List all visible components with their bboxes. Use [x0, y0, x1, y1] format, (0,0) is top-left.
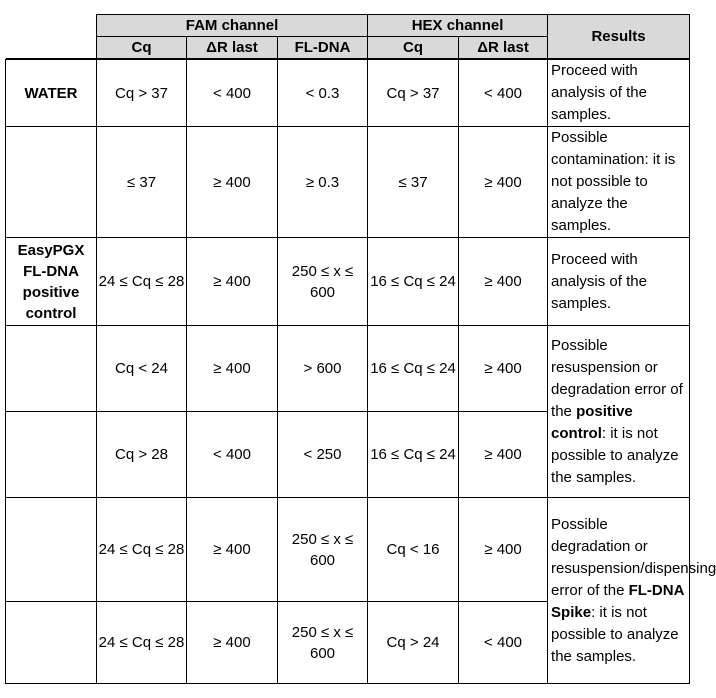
fam-cq-cell: Cq > 28: [97, 412, 187, 498]
hex-delta-r-cell: ≥ 400: [459, 127, 548, 238]
fam-cq-cell: Cq < 24: [97, 326, 187, 412]
hex-cq-cell: Cq > 37: [368, 60, 459, 127]
fam-cq-cell: 24 ≤ Cq ≤ 28: [97, 602, 187, 684]
fam-delta-r-cell: ≥ 400: [187, 326, 278, 412]
fam-delta-r-cell: ≥ 400: [187, 238, 278, 326]
result-text: Possible degradation or resuspension/dispensing error of the: [551, 515, 716, 599]
result-cell: [548, 326, 690, 498]
fam-cq-cell: 24 ≤ Cq ≤ 28: [97, 498, 187, 602]
hex-cq-header: Cq: [368, 37, 459, 59]
table-row: [6, 127, 690, 238]
fam-delta-r-cell: < 400: [187, 412, 278, 498]
row-label-empty: [6, 498, 97, 602]
hex-cq-cell: Cq > 24: [368, 602, 459, 684]
hex-delta-r-cell: < 400: [459, 60, 548, 127]
hex-delta-r-cell: ≥ 400: [459, 326, 548, 412]
hex-cq-cell: 16 ≤ Cq ≤ 24: [368, 326, 459, 412]
row-label-empty: [6, 602, 97, 684]
result-emphasis: positive control: [551, 402, 633, 442]
result-emphasis: FL-DNA Spike: [551, 581, 684, 621]
results-header: Results: [548, 15, 690, 59]
result-cell: Proceed with analysis of the samples.: [548, 60, 690, 127]
fam-fldna-cell: > 600: [278, 326, 368, 412]
fam-fldna-header: FL-DNA: [278, 37, 368, 59]
fam-fldna-cell: < 250: [278, 412, 368, 498]
hex-cq-cell: Cq < 16: [368, 498, 459, 602]
hex-delta-r-cell: ≥ 400: [459, 238, 548, 326]
fam-fldna-cell: ≥ 0.3: [278, 127, 368, 238]
fam-delta-r-cell: ≥ 400: [187, 127, 278, 238]
hex-delta-r-cell: < 400: [459, 602, 548, 684]
table-row: [6, 60, 690, 127]
fam-delta-r-header: ΔR last: [187, 37, 278, 59]
fam-delta-r-cell: < 400: [187, 60, 278, 127]
fam-cq-header: Cq: [97, 37, 187, 59]
fam-delta-r-cell: ≥ 400: [187, 498, 278, 602]
hex-delta-r-cell: ≥ 400: [459, 498, 548, 602]
fam-channel-header: FAM channel: [97, 15, 368, 37]
result-text: : it is not possible to analyze the samples.: [551, 424, 679, 486]
table-row: [6, 238, 690, 326]
hex-cq-cell: 16 ≤ Cq ≤ 24: [368, 412, 459, 498]
hex-cq-cell: ≤ 37: [368, 127, 459, 238]
blank-corner-cell: [6, 15, 97, 59]
fam-fldna-cell: 250 ≤ x ≤ 600: [278, 238, 368, 326]
result-text: Possible resuspension or degradation error of the: [551, 336, 683, 420]
fam-fldna-cell: 250 ≤ x ≤ 600: [278, 498, 368, 602]
fam-cq-cell: ≤ 37: [97, 127, 187, 238]
fam-delta-r-cell: ≥ 400: [187, 602, 278, 684]
hex-channel-header: HEX channel: [368, 15, 548, 37]
table-row: [6, 326, 690, 412]
row-label-empty: [6, 127, 97, 238]
result-cell: Proceed with analysis of the samples.: [548, 238, 690, 326]
fam-fldna-cell: < 0.3: [278, 60, 368, 127]
result-text: : it is not possible to analyze the samples.: [551, 603, 679, 665]
hex-delta-r-header: ΔR last: [459, 37, 548, 59]
hex-delta-r-cell: ≥ 400: [459, 412, 548, 498]
row-label-empty: [6, 326, 97, 412]
row-label-positive-control: EasyPGX FL-DNA positive control: [6, 238, 97, 326]
table-row: [6, 498, 690, 602]
qc-results-table: [5, 14, 716, 684]
hex-cq-cell: 16 ≤ Cq ≤ 24: [368, 238, 459, 326]
row-label-empty: [6, 412, 97, 498]
result-cell: [548, 498, 716, 684]
fam-cq-cell: Cq > 37: [97, 60, 187, 127]
fam-cq-cell: 24 ≤ Cq ≤ 28: [97, 238, 187, 326]
fam-fldna-cell: 250 ≤ x ≤ 600: [278, 602, 368, 684]
row-label-water: WATER: [6, 60, 97, 127]
result-cell: Possible contamination: it is not possible to analyze the samples.: [548, 127, 690, 238]
